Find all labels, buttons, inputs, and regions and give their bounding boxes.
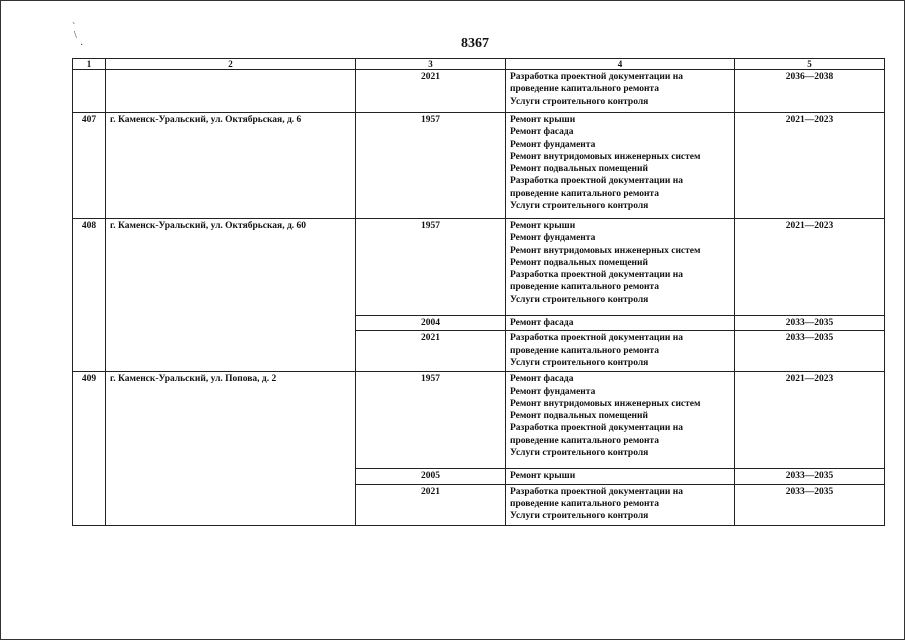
work-item: Услуги строительного контроля [510,294,649,305]
period-cell: 2021—2023 [735,113,885,219]
work-item: Ремонт крыши [510,115,576,125]
works-cell [506,372,735,469]
year-cell: 1957 [356,372,506,469]
year-cell: 2004 [356,316,506,331]
work-item: Ремонт внутридомовых инженерных систем [510,245,701,256]
work-item: Ремонт подвальных помещений [510,257,648,268]
year-cell: 2021 [356,331,506,372]
work-item: Услуги строительного контроля [510,201,649,212]
header-cell: 3 [356,59,506,70]
row-number: 409 [73,372,106,525]
works-cell [506,331,735,372]
works-cell [506,316,735,331]
row-number [73,70,106,113]
work-item: Ремонт подвальных помещений [510,164,648,175]
year-cell: 2021 [356,70,506,113]
page-number: 8367 [461,36,489,51]
work-item: Услуги строительного контроля [510,357,649,368]
work-item: проведение капитального ремонта [510,435,659,446]
address-cell: г. Каменск-Уральский, ул. Попова, д. 2 [106,372,356,525]
work-item: Услуги строительного контроля [510,96,649,107]
address-cell: г. Каменск-Уральский, ул. Октябрьская, д. 60 [106,219,356,372]
table-row [73,70,885,113]
year-cell: 2005 [356,469,506,484]
corner-mark: \ [74,30,77,41]
works-cell [506,70,735,113]
work-item: Разработка проектной документации на [510,333,683,344]
address-cell: г. Каменск-Уральский, ул. Октябрьская, д. 6 [106,113,356,219]
works-cell [506,484,735,525]
works-cell [506,113,735,219]
work-item: Услуги строительного контроля [510,448,649,459]
work-item: Услуги строительного контроля [510,511,649,522]
work-item: Ремонт фундамента [510,233,596,244]
period-cell: 2033—2035 [735,316,885,331]
corner-mark: · [80,40,84,51]
table-row [73,219,885,316]
work-item: проведение капитального ремонта [510,345,659,356]
period-cell: 2021—2023 [735,219,885,316]
work-item: Ремонт фасада [510,374,574,385]
work-item: Разработка проектной документации на [510,72,683,82]
work-item: проведение капитального ремонта [510,282,659,293]
work-item: Ремонт фасада [510,127,574,138]
period-cell: 2033—2035 [735,331,885,372]
row-number: 408 [73,219,106,372]
work-item: Ремонт крыши [510,471,576,482]
year-cell: 1957 [356,113,506,219]
work-item: Разработка проектной документации на [510,423,683,434]
works-cell [506,219,735,316]
period-cell: 2036—2038 [735,70,885,113]
work-item: проведение капитального ремонта [510,188,659,199]
year-cell: 2021 [356,484,506,525]
header-cell: 5 [735,59,885,70]
work-item: Разработка проектной документации на [510,486,683,497]
work-item: Ремонт фундамента [510,139,596,150]
work-item: Разработка проектной документации на [510,176,683,187]
table-row [73,372,885,469]
header-row [73,59,885,70]
work-item: Разработка проектной документации на [510,270,683,281]
repair-schedule-table [72,58,885,526]
address-cell [106,70,356,113]
work-item: Ремонт внутридомовых инженерных систем [510,398,701,409]
row-number: 407 [73,113,106,219]
work-item: Ремонт фасада [510,318,574,328]
table-row [73,113,885,219]
work-item: Ремонт крыши [510,221,576,231]
work-item: проведение капитального ремонта [510,498,659,509]
period-cell: 2033—2035 [735,469,885,484]
work-item: Ремонт внутридомовых инженерных систем [510,151,701,162]
header-cell: 2 [106,59,356,70]
period-cell: 2021—2023 [735,372,885,469]
year-cell: 1957 [356,219,506,316]
corner-mark: ` [72,22,76,33]
header-cell: 1 [73,59,106,70]
period-cell: 2033—2035 [735,484,885,525]
work-item: проведение капитального ремонта [510,84,659,95]
work-item: Ремонт подвальных помещений [510,411,648,422]
header-cell: 4 [506,59,735,70]
works-cell [506,469,735,484]
work-item: Ремонт фундамента [510,386,596,397]
